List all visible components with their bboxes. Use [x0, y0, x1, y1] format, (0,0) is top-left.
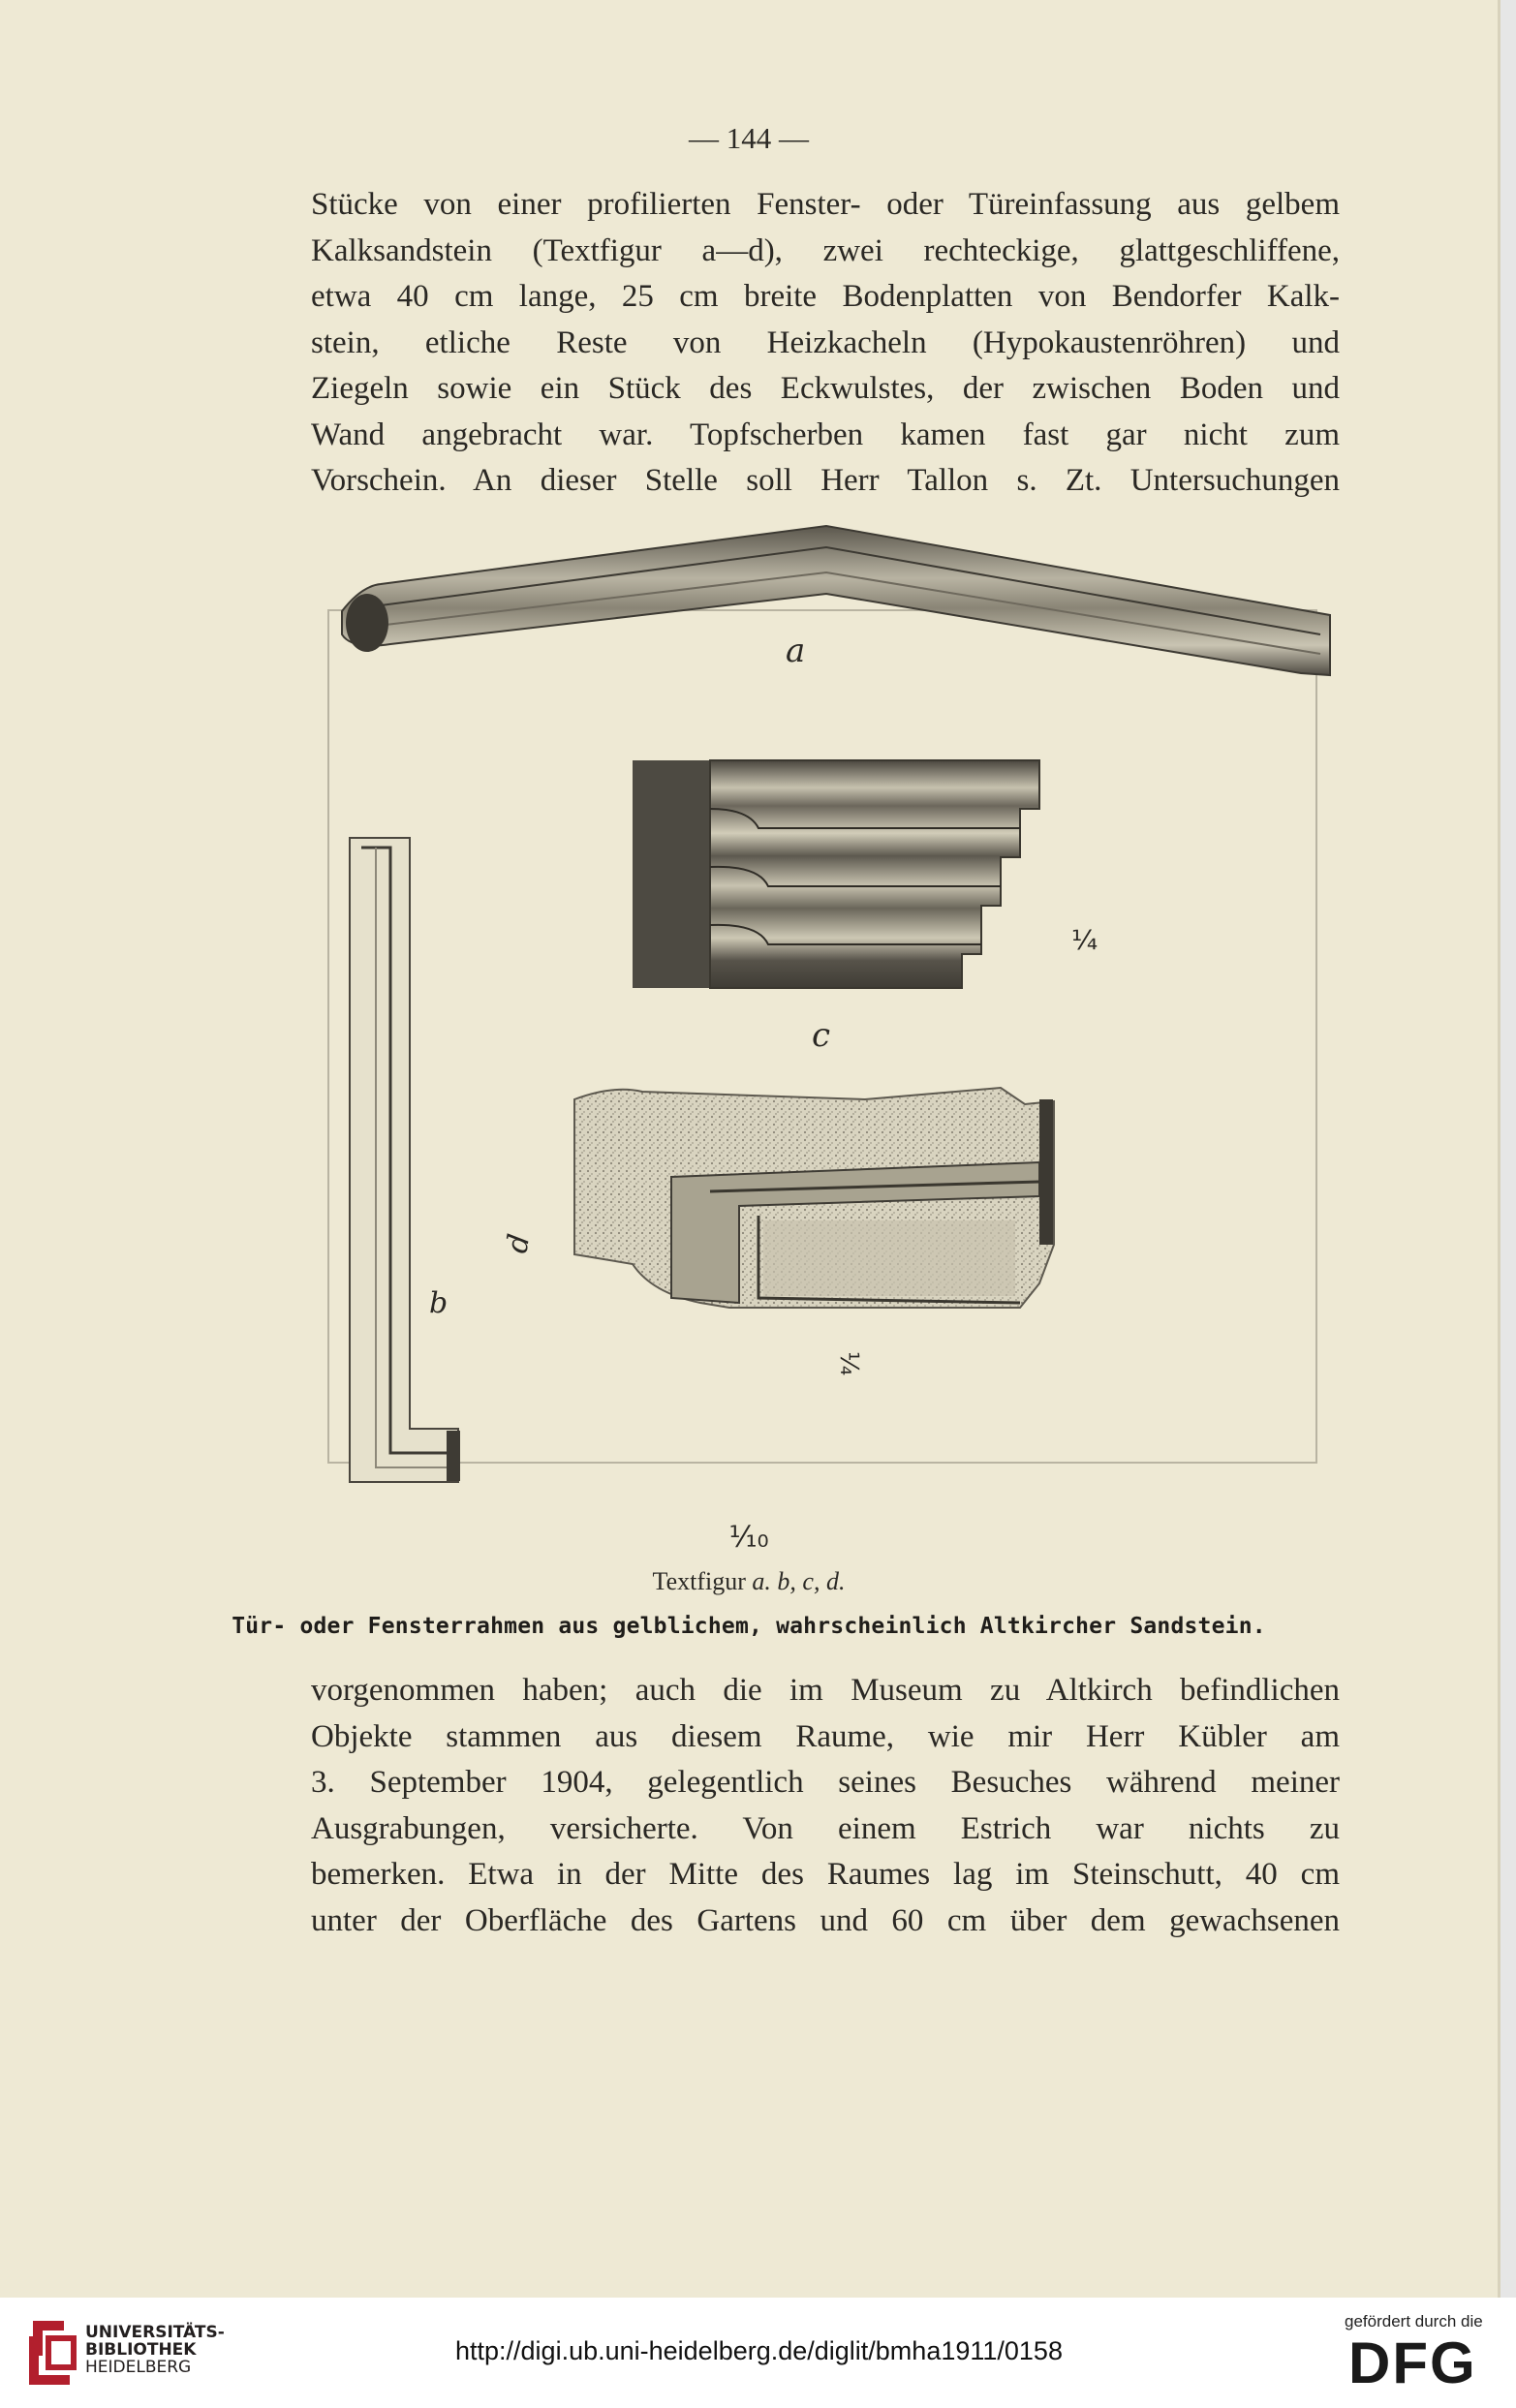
- caption-letters: a. b, c, d.: [752, 1567, 846, 1595]
- corner-fragment-d: [574, 1088, 1054, 1308]
- label-scale-c: ¼: [1071, 924, 1098, 956]
- library-logo-icon: [25, 2317, 77, 2387]
- text-line: Ziegeln sowie ein Stück des Eckwulstes, der zwischen Boden und: [311, 371, 1340, 406]
- text-line: Kalksandstein (Textfigur a—d), zwei rechteckige, glattgeschliffene,: [311, 232, 1340, 268]
- figure-drawing: [323, 518, 1340, 1516]
- library-name-line: BIBLIOTHEK: [85, 2340, 197, 2360]
- label-b: b: [429, 1286, 449, 1320]
- text-line: Ausgrabungen, versicherte. Von einem Estrich war nichts zu: [311, 1810, 1340, 1846]
- paragraph-top: [311, 182, 1340, 505]
- label-c: c: [812, 1016, 831, 1055]
- lintel-a: [342, 526, 1330, 675]
- caption-prefix: Textfigur: [652, 1567, 746, 1595]
- source-url-link[interactable]: http://digi.ub.uni-heidelberg.de/diglit/bmha1911/0158: [455, 2336, 1063, 2365]
- scan-margin: [1501, 0, 1516, 2298]
- page-number: — 144 —: [689, 121, 809, 155]
- profile-c: [633, 760, 1039, 988]
- text-line: Wand angebracht war. Topfscherben kamen fast gar nicht zum: [311, 417, 1340, 452]
- text-line: vorgenommen haben; auch die im Museum zu Altkirch befindlichen: [311, 1673, 1340, 1708]
- label-a: a: [786, 632, 806, 670]
- figure-scale: ⅒: [728, 1521, 769, 1555]
- text-line: Vorschein. An dieser Stelle soll Herr Tallon s. Zt. Untersuchungen: [311, 463, 1340, 498]
- figure-caption-description: Tür- oder Fensterrahmen aus gelblichem, wahrscheinlich Altkircher Sandstein.: [232, 1614, 1266, 1639]
- figure-caption: [0, 1567, 1498, 1596]
- label-scale-d: ¼: [834, 1351, 863, 1376]
- paragraph-bottom: [311, 1668, 1340, 1944]
- text-line: unter der Oberfläche des Gartens und 60 cm über dem gewachsenen: [311, 1902, 1340, 1938]
- text-line: etwa 40 cm lange, 25 cm breite Bodenplatten von Bendorfer Kalk-: [311, 279, 1340, 314]
- figure-door-frame: [323, 518, 1340, 1516]
- funder-label: gefördert durch die: [1345, 2312, 1483, 2331]
- dfg-logo: DFG: [1348, 2331, 1477, 2395]
- library-name-line: HEIDELBERG: [85, 2358, 192, 2377]
- jamb-b: [350, 838, 460, 1482]
- label-d: d: [500, 1231, 538, 1256]
- library-name-line: UNIVERSITÄTS-: [85, 2323, 225, 2342]
- text-line: Stücke von einer profilierten Fenster- oder Türeinfassung aus gelbem: [311, 187, 1340, 222]
- text-line: stein, etliche Reste von Heizkacheln (Hypokaustenröhren) und: [311, 324, 1340, 360]
- library-name: [85, 2324, 225, 2376]
- text-line: bemerken. Etwa in der Mitte des Raumes lag im Steinschutt, 40 cm: [311, 1857, 1340, 1892]
- text-line: 3. September 1904, gelegentlich seines Besuches während meiner: [311, 1765, 1340, 1800]
- text-line: Objekte stammen aus diesem Raume, wie mir Herr Kübler am: [311, 1718, 1340, 1754]
